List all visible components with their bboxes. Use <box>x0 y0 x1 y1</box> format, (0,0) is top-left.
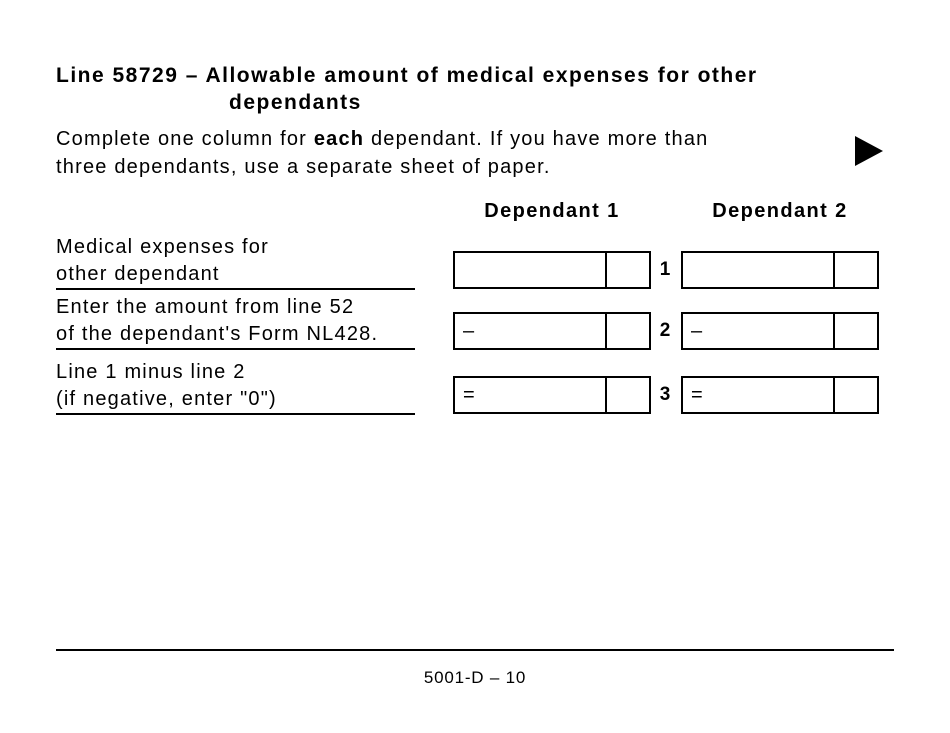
row-label-line-2 <box>56 294 415 350</box>
line-3-dependant-2-cents-field[interactable] <box>833 378 877 412</box>
instructions-line2: three dependants, use a separate sheet of paper. <box>56 156 551 178</box>
line-1-dependant-1-amount-field[interactable] <box>453 251 651 289</box>
row-label-line-1-a: Medical expenses for <box>56 236 269 258</box>
line-2-dependant-1-operator: – <box>463 320 475 342</box>
row-label-line-2-a: Enter the amount from line 52 <box>56 296 355 318</box>
instructions <box>56 125 836 181</box>
row-label-line-2-b: of the dependant's Form NL428. <box>56 323 379 345</box>
line-number-1: 1 <box>659 259 671 280</box>
row-label-line-1-b: other dependant <box>56 263 220 285</box>
section-title <box>56 62 906 116</box>
line-number-2: 2 <box>659 320 671 341</box>
section-title-line2: dependants <box>229 91 362 114</box>
line-3-dependant-1-cents-field[interactable] <box>605 378 649 412</box>
instructions-text-end: dependant. If you have more than <box>364 128 709 150</box>
line-1-dependant-1-cents-field[interactable] <box>605 253 649 287</box>
section-title-line1: Line 58729 – Allowable amount of medical expenses for other <box>56 64 758 87</box>
footer-divider <box>56 649 894 651</box>
line-2-dependant-1-amount-field[interactable] <box>453 312 651 350</box>
row-label-line-3-a: Line 1 minus line 2 <box>56 361 246 383</box>
line-1-dependant-2-cents-field[interactable] <box>833 253 877 287</box>
continue-arrow-icon <box>855 136 883 166</box>
column-header-dependant-1: Dependant 1 <box>484 200 620 222</box>
line-2-dependant-2-operator: – <box>691 320 703 342</box>
line-3-dependant-1-amount-field[interactable] <box>453 376 651 414</box>
row-label-line-3 <box>56 359 415 415</box>
column-header-dependant-2: Dependant 2 <box>712 200 848 222</box>
instructions-text-start: Complete one column for <box>56 128 314 150</box>
line-number-3: 3 <box>659 384 671 405</box>
line-2-dependant-2-amount-field[interactable] <box>681 312 879 350</box>
line-3-dependant-2-amount-field[interactable] <box>681 376 879 414</box>
line-3-dependant-1-operator: = <box>463 384 475 406</box>
instructions-emphasis: each <box>313 128 365 150</box>
page-number: 5001-D – 10 <box>423 668 527 687</box>
row-label-line-1 <box>56 234 415 290</box>
row-label-line-3-b: (if negative, enter "0") <box>56 388 277 410</box>
line-2-dependant-1-cents-field[interactable] <box>605 314 649 348</box>
line-1-dependant-2-amount-field[interactable] <box>681 251 879 289</box>
line-3-dependant-2-operator: = <box>691 384 703 406</box>
line-2-dependant-2-cents-field[interactable] <box>833 314 877 348</box>
